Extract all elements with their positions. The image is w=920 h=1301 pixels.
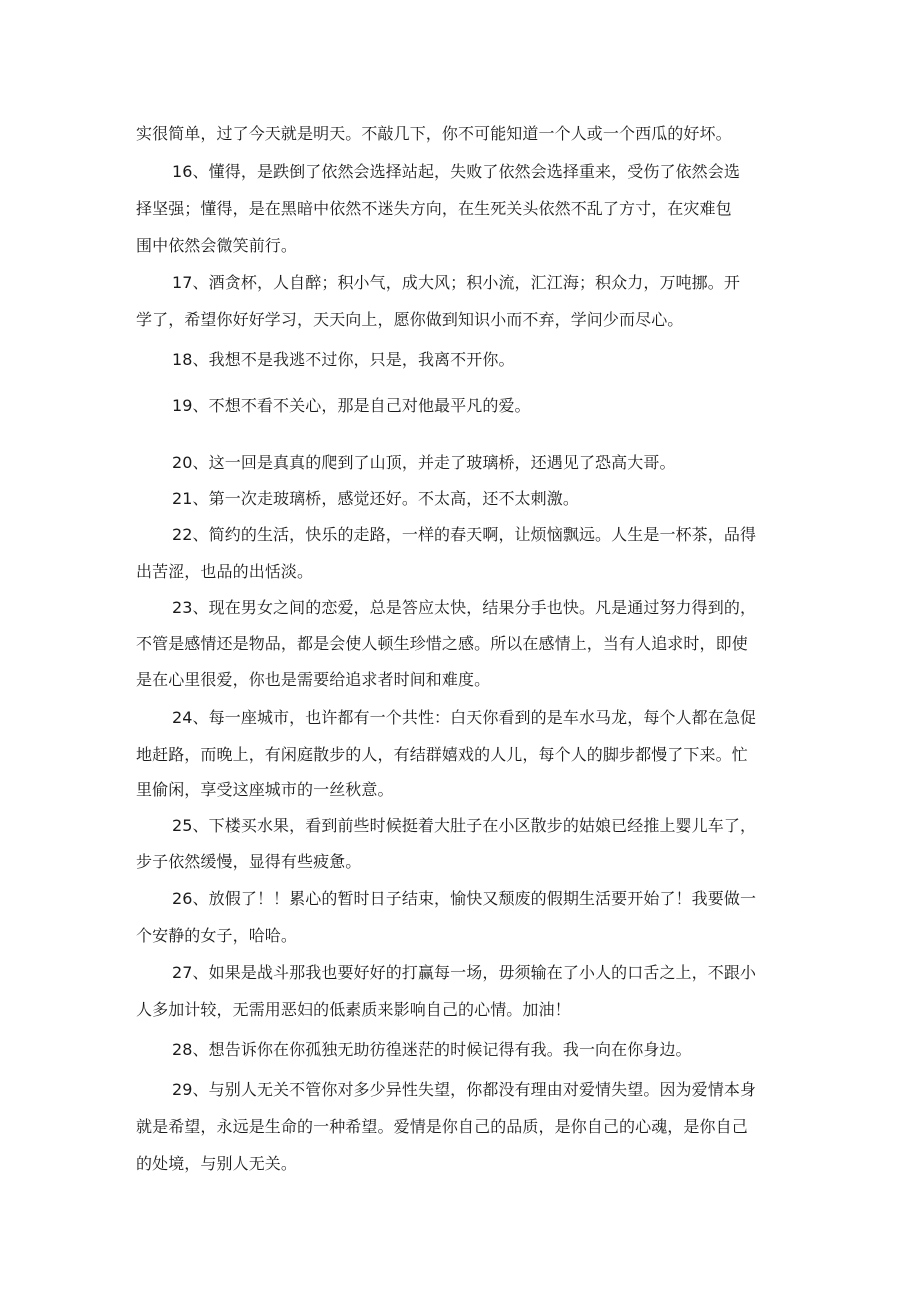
p24-line-1: 24、每一座城市，也许都有一个共性：白天你看到的是车水马龙，每个人都在急促 <box>172 708 757 727</box>
p17-line-2: 学了，希望你好好学习，天天向上，愿你做到知识小而不弃，学问少而尽心。 <box>136 310 684 329</box>
p22-line-1: 22、简约的生活，快乐的走路，一样的春天啊，让烦恼飘远。人生是一杯茶，品得 <box>172 525 757 544</box>
p22-line-2: 出苦涩，也品的出恬淡。 <box>136 562 314 581</box>
p29-line-3: 的处境，与别人无关。 <box>136 1154 298 1173</box>
p26-line-2: 个安静的女子，哈哈。 <box>136 926 298 945</box>
p15-line-1: 实很简单，过了今天就是明天。不敲几下，你不可能知道一个人或一个西瓜的好坏。 <box>136 124 732 143</box>
p18-line-1: 18、我想不是我逃不过你，只是，我离不开你。 <box>172 350 515 369</box>
p24-line-2: 地赶路，而晚上，有闲庭散步的人，有结群嬉戏的人儿，每个人的脚步都慢了下来。忙 <box>136 745 748 764</box>
p16-line-1: 16、懂得，是跌倒了依然会选择站起，失败了依然会选择重来，受伤了依然会选 <box>172 162 740 181</box>
p28-line-1: 28、想告诉你在你孤独无助彷徨迷茫的时候记得有我。我一向在你身边。 <box>172 1040 692 1059</box>
p23-line-3: 是在心里很爱，你也是需要给追求者时间和难度。 <box>136 670 491 689</box>
p27-line-1: 27、如果是战斗那我也要好好的打赢每一场，毋须输在了小人的口舌之上，不跟小 <box>172 963 757 982</box>
p23-line-1: 23、现在男女之间的恋爱，总是答应太快，结果分手也快。凡是通过努力得到的， <box>172 598 757 617</box>
p20-line-1: 20、这一回是真真的爬到了山顶，并走了玻璃桥，还遇见了恐高大哥。 <box>172 453 676 472</box>
p26-line-1: 26、放假了！！累心的暂时日子结束，愉快又颓废的假期生活要开始了！我要做一 <box>172 889 757 908</box>
p23-line-2: 不管是感情还是物品，都是会使人顿生珍惜之感。所以在感情上，当有人追求时，即使 <box>136 634 748 653</box>
p16-line-2: 择坚强；懂得，是在黑暗中依然不迷失方向，在生死关头依然不乱了方寸，在灾难包 <box>136 199 732 218</box>
p29-line-2: 就是希望，永远是生命的一种希望。爱情是你自己的品质，是你自己的心魂，是你自己 <box>136 1117 748 1136</box>
p21-line-1: 21、第一次走玻璃桥，感觉还好。不太高，还不太刺激。 <box>172 489 579 508</box>
p17-line-1: 17、酒贪杯，人自醉；积小气，成大风；积小流，汇江海；积众力，万吨挪。开 <box>172 273 740 292</box>
p29-line-1: 29、与别人无关不管你对多少异性失望，你都没有理由对爱情失望。因为爱情本身 <box>172 1080 757 1099</box>
p25-line-2: 步子依然缓慢，显得有些疲惫。 <box>136 852 362 871</box>
p27-line-2: 人多加计较，无需用恶妇的低素质来影响自己的心情。加油！ <box>136 1000 571 1019</box>
p16-line-3: 围中依然会微笑前行。 <box>136 236 298 255</box>
p25-line-1: 25、下楼买水果，看到前些时候挺着大肚子在小区散步的姑娘已经推上婴儿车了， <box>172 816 757 835</box>
p19-line-1: 19、不想不看不关心，那是自己对他最平凡的爱。 <box>172 396 531 415</box>
p24-line-3: 里偷闲，享受这座城市的一丝秋意。 <box>136 780 394 799</box>
